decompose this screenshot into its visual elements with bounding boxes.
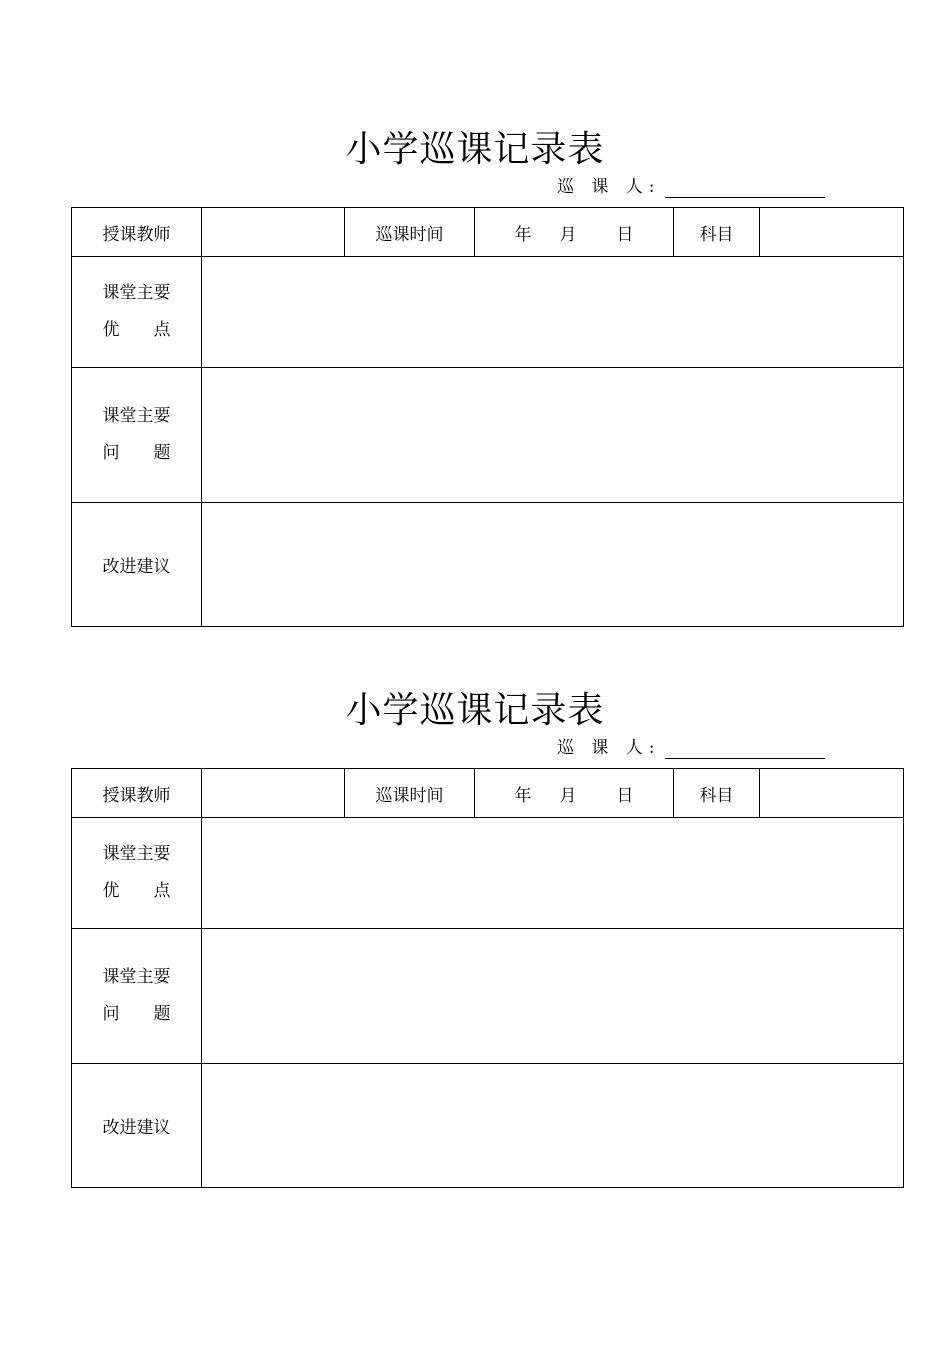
problems-input[interactable]	[202, 368, 904, 503]
suggestions-label: 改进建议	[72, 503, 202, 627]
problems-label	[72, 368, 202, 503]
problems-label-line2: 问 题	[102, 443, 171, 463]
subject-label: 科目	[674, 769, 760, 818]
inspector-label: 巡 课 人:	[557, 738, 661, 758]
date-input[interactable]	[475, 208, 674, 257]
inspector-field	[557, 176, 825, 198]
strengths-input[interactable]	[202, 818, 904, 929]
form-title: 小学巡课记录表	[345, 690, 605, 731]
header-row	[72, 769, 904, 818]
strengths-label-line2: 优 点	[102, 881, 171, 901]
teacher-input[interactable]	[202, 208, 345, 257]
problems-input[interactable]	[202, 929, 904, 1064]
teacher-label: 授课教师	[72, 208, 202, 257]
subject-input[interactable]	[760, 769, 904, 818]
date-day: 日	[616, 224, 634, 245]
record-table	[71, 768, 904, 1188]
subject-label: 科目	[674, 208, 760, 257]
inspector-label: 巡 课 人:	[557, 177, 661, 197]
date-day: 日	[616, 785, 634, 806]
inspector-input[interactable]	[665, 738, 825, 759]
problems-label-line2: 问 题	[102, 1004, 171, 1024]
strengths-row	[72, 818, 904, 929]
suggestions-row	[72, 503, 904, 627]
strengths-row	[72, 257, 904, 368]
suggestions-row	[72, 1064, 904, 1188]
date-month: 月	[559, 785, 577, 806]
time-label: 巡课时间	[345, 208, 475, 257]
problems-row	[72, 368, 904, 503]
date-month: 月	[559, 224, 577, 245]
suggestions-label: 改进建议	[72, 1064, 202, 1188]
strengths-label-line2: 优 点	[102, 320, 171, 340]
strengths-label-line1: 课堂主要	[102, 844, 171, 864]
teacher-input[interactable]	[202, 769, 345, 818]
subject-input[interactable]	[760, 208, 904, 257]
strengths-label-line1: 课堂主要	[102, 283, 171, 303]
strengths-label	[72, 818, 202, 929]
teacher-label: 授课教师	[72, 769, 202, 818]
header-row	[72, 208, 904, 257]
suggestions-input[interactable]	[202, 1064, 904, 1188]
record-table	[71, 207, 904, 627]
date-year: 年	[514, 224, 532, 245]
inspector-input[interactable]	[665, 177, 825, 198]
problems-label	[72, 929, 202, 1064]
date-input[interactable]	[475, 769, 674, 818]
problems-row	[72, 929, 904, 1064]
inspector-field	[557, 737, 825, 759]
date-year: 年	[514, 785, 532, 806]
problems-label-line1: 课堂主要	[102, 967, 171, 987]
strengths-label	[72, 257, 202, 368]
strengths-input[interactable]	[202, 257, 904, 368]
problems-label-line1: 课堂主要	[102, 406, 171, 426]
form-title: 小学巡课记录表	[345, 129, 605, 170]
suggestions-input[interactable]	[202, 503, 904, 627]
time-label: 巡课时间	[345, 769, 475, 818]
